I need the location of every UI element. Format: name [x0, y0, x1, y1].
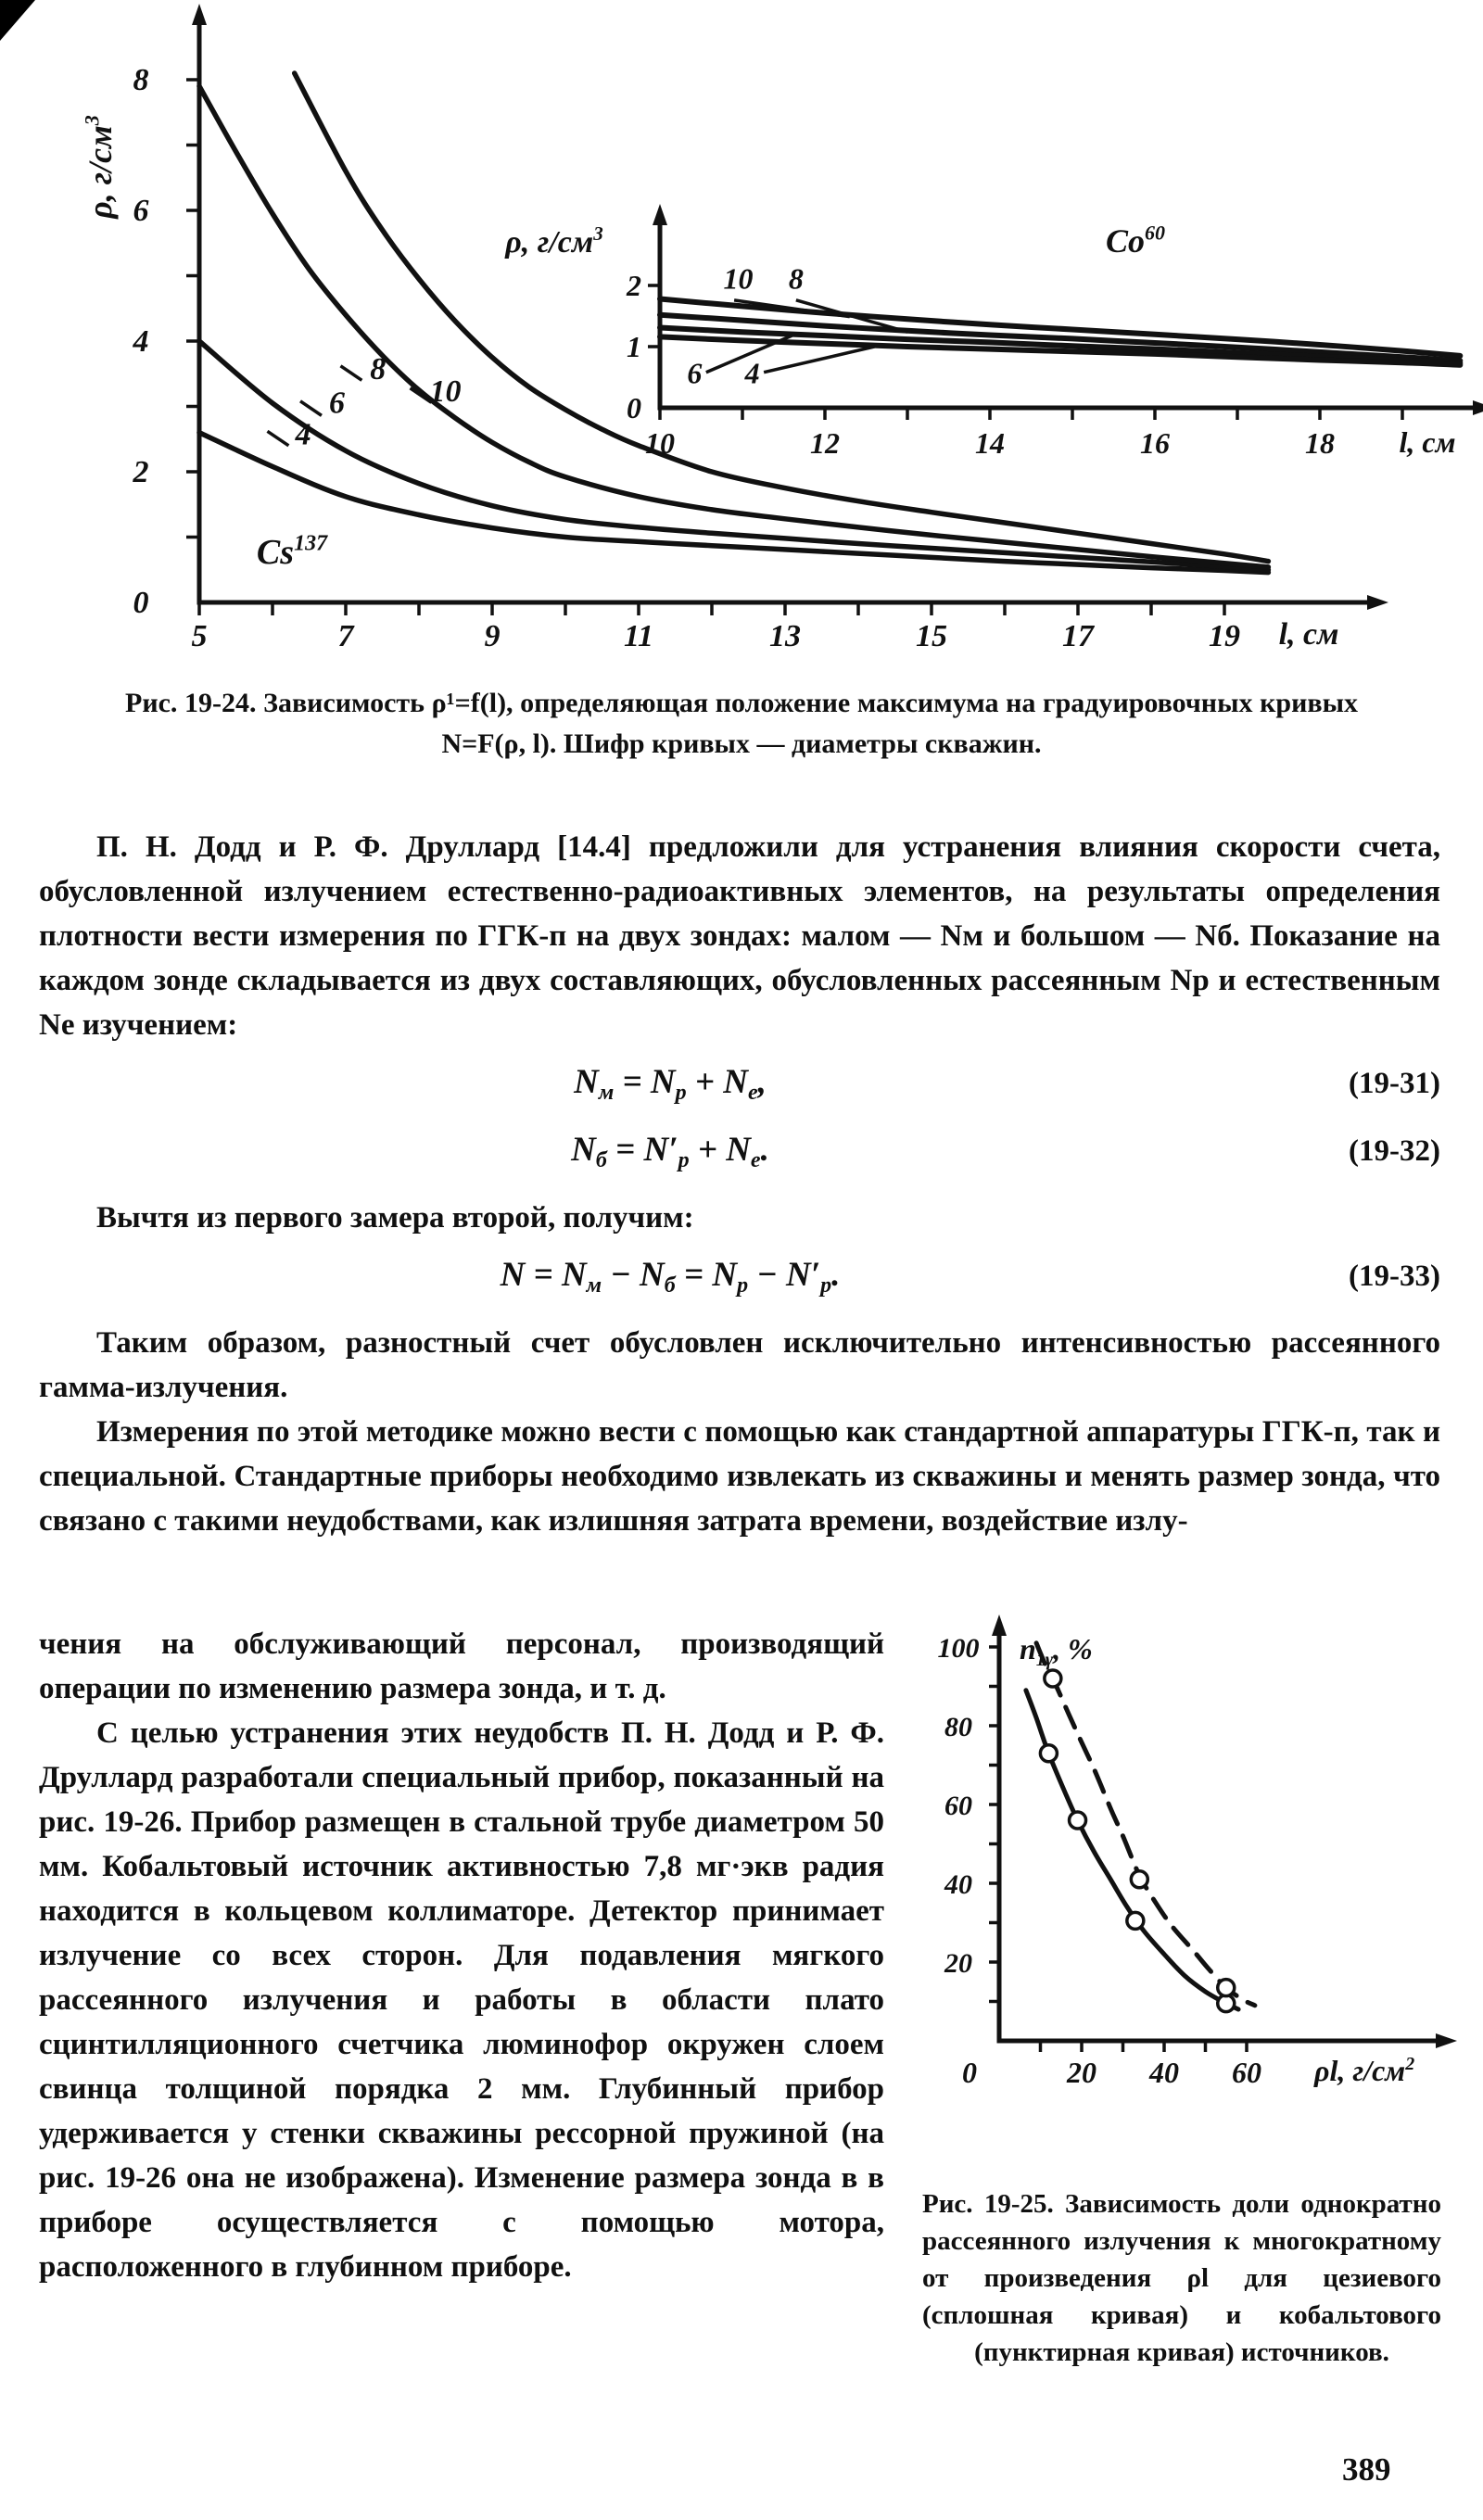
svg-text:40: 40 — [1149, 2056, 1179, 2089]
svg-text:11: 11 — [623, 619, 654, 653]
svg-text:Cs137: Cs$^{137}$ — [256, 531, 328, 572]
equation-number: (19-33) — [1349, 1260, 1440, 1293]
svg-text:1: 1 — [627, 330, 641, 363]
figure-19-25 — [881, 1615, 1483, 2371]
svg-text:n1γ, %: $n_{1\gamma}$, % — [1020, 1632, 1093, 1671]
svg-text:60: 60 — [1232, 2056, 1261, 2089]
svg-text:4: 4 — [295, 417, 311, 452]
equation-number: (19-31) — [1349, 1067, 1440, 1100]
equation-19-32 — [39, 1128, 1440, 1183]
svg-text:ρ, г/см3: ρ, $г/см^3$ — [80, 115, 119, 219]
svg-text:5: 5 — [191, 619, 208, 653]
svg-text:10: 10 — [723, 261, 754, 296]
left-column — [39, 1622, 884, 2289]
svg-text:16: 16 — [1140, 426, 1170, 460]
figure-19-25-caption: Рис. 19-25. Зависимость доли однократно рассеянного излучения к многократному от произведения ρl для цезиевого (сплошная кривая) и кобальтового (пунктирная кривая) источников. — [922, 2189, 1441, 2367]
svg-text:20: 20 — [1067, 2056, 1096, 2089]
equation-body: $N = N_м - N_б = N_р - N'_р$. — [500, 1256, 841, 1298]
equation-19-33 — [39, 1253, 1440, 1308]
svg-text:10: 10 — [429, 374, 462, 409]
figure-19-24-caption: Рис. 19-24. Зависимость ρ¹=f(l), определяющая положение максимума на градуировочных кривых N=F(ρ, l). Шифр кривых — диаметры скважин. — [125, 688, 1358, 759]
svg-text:l, см: l, см — [1278, 617, 1339, 652]
svg-text:0: 0 — [627, 391, 641, 424]
svg-text:l, см: l, см — [1399, 425, 1456, 459]
svg-text:7: 7 — [337, 619, 354, 653]
equation-body: $N_м = N_р + N_е$, — [574, 1063, 767, 1105]
figure-19-24-chart — [0, 0, 1483, 660]
svg-text:6: 6 — [329, 386, 346, 421]
equation-intro: Вычтя из первого замера второй, получим: — [96, 1201, 694, 1235]
svg-text:80: 80 — [944, 1712, 972, 1742]
paragraph-3-continuation: чения на обслуживающий персонал, производящий операции по изменению размера зонда, и т. д. — [39, 1627, 884, 1705]
svg-text:8: 8 — [370, 351, 387, 386]
svg-text:4: 4 — [133, 324, 149, 359]
equation-number: (19-32) — [1349, 1134, 1440, 1168]
paragraph-4: С целью устранения этих неудобств П. Н. Додд и Р. Ф. Друллард разработали специальный прибор, показанный на рис. 19-26. Прибор размещен в стальной трубе диаметром 50 мм. Кобальтовый источник активностью 7,8 мг·экв радия находится в кольцевом коллиматоре. Детектор принимает излучение со всех сторон. Для подавления мягкого рассеянного излучения и работы в области плато сцинтилляционного счетчика люминофор окружен слоем свинца толщиной порядка 2 мм. Глубинный прибор удерживается у стенки скважины рессорной пружиной (на рис. 19-26 она не изображена). Изменение размера зонда в в приборе осуществляется с помощью мотора, расположенного в глубинном приборе. — [39, 1716, 884, 2284]
svg-text:13: 13 — [769, 619, 801, 653]
svg-text:2: 2 — [133, 455, 149, 489]
svg-text:12: 12 — [810, 426, 840, 460]
svg-text:ρ, г/см3: ρ, $г/см^3$ — [505, 222, 603, 260]
svg-text:0: 0 — [133, 586, 149, 620]
svg-text:15: 15 — [916, 619, 947, 653]
svg-text:2: 2 — [627, 269, 641, 302]
svg-text:4: 4 — [744, 356, 760, 390]
svg-text:6: 6 — [133, 194, 149, 228]
body-column — [39, 825, 1440, 1543]
svg-text:Co60: Co$^{60}$ — [1105, 221, 1166, 260]
svg-text:6: 6 — [687, 356, 703, 390]
svg-text:9: 9 — [484, 619, 501, 653]
equation-19-31 — [39, 1060, 1440, 1115]
svg-text:100: 100 — [937, 1633, 980, 1664]
svg-text:20: 20 — [944, 1948, 972, 1979]
svg-text:60: 60 — [944, 1791, 972, 1821]
svg-text:0: 0 — [962, 2056, 977, 2089]
equation-body: $N_б = N'_р + N_е$. — [571, 1131, 769, 1172]
svg-text:17: 17 — [1062, 619, 1094, 653]
svg-text:19: 19 — [1209, 619, 1240, 653]
svg-text:8: 8 — [133, 63, 149, 97]
svg-text:8: 8 — [788, 261, 804, 296]
svg-text:ρl, г/см2: ρl, $г/см^2$ — [1314, 2053, 1415, 2087]
paragraph-2: Таким образом, разностный счет обусловлен исключительно интенсивностью рассеянного гамма-излучения. — [39, 1326, 1440, 1404]
svg-text:14: 14 — [975, 426, 1005, 460]
page-number: 389 — [1342, 2451, 1391, 2488]
svg-text:18: 18 — [1305, 426, 1335, 460]
paragraph-1: П. Н. Додд и Р. Ф. Друллард [14.4] предложили для устранения влияния скорости счета, обусловленной излучением естественно-радиоактивных элементов, на результаты определения плотности вести измерения по ГГК-п на двух зондах: малом — Nм и большом — Nб. Показание на каждом зонде складывается из двух составляющих, обусловленных рассеянным Nр и естественным Nе изучением: — [39, 830, 1440, 1042]
svg-text:10: 10 — [645, 426, 675, 460]
svg-text:40: 40 — [944, 1869, 972, 1900]
figure-19-25-chart — [881, 1615, 1483, 2171]
paragraph-3: Измерения по этой методике можно вести с помощью как стандартной аппаратуры ГГК-п, так и специальной. Стандартные приборы необходимо извлекать из скважины и менять размер зонда, что связано с такими неудобствами, как излишняя затрата времени, воздействие излу- — [39, 1415, 1440, 1538]
